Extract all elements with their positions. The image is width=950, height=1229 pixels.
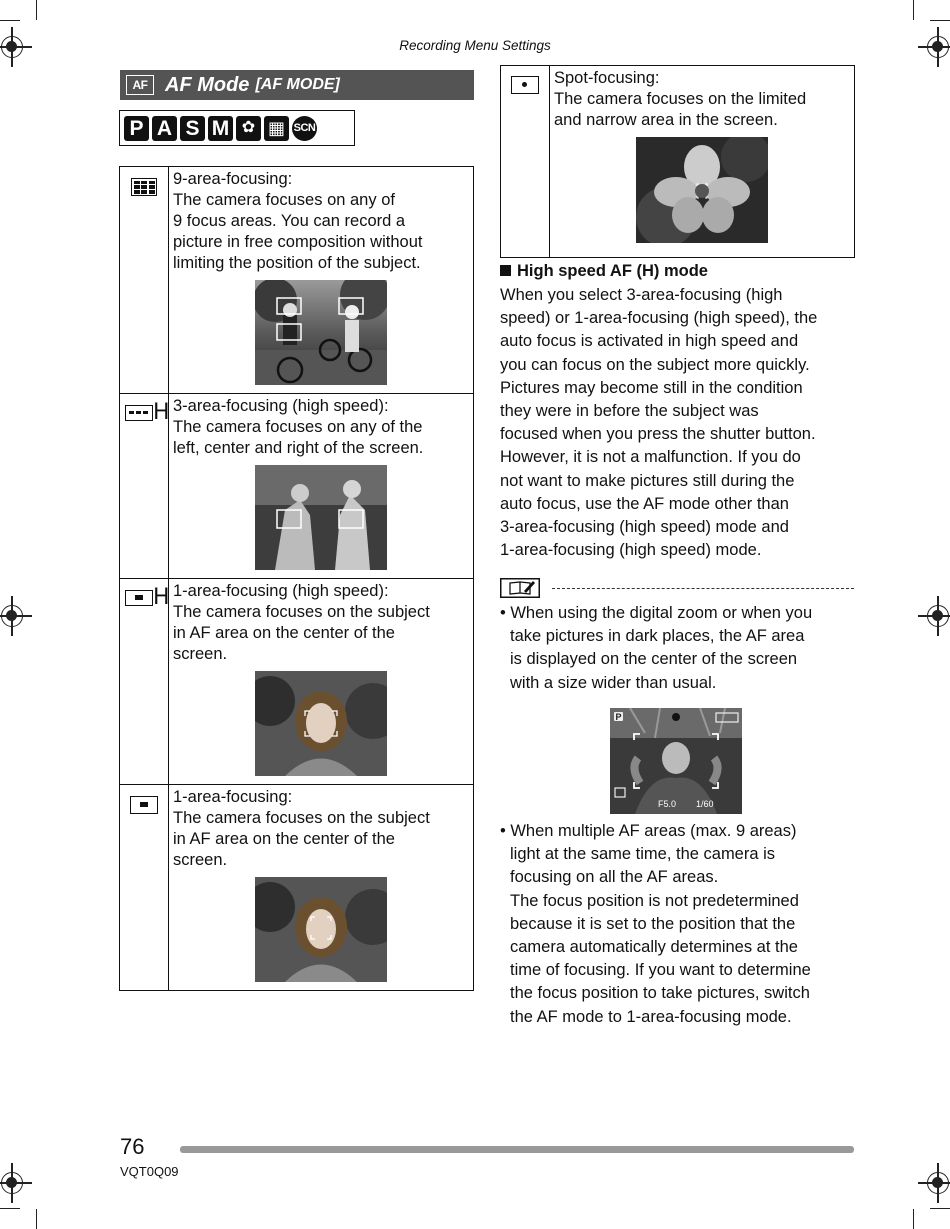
manual-exposure-mode-icon: M — [208, 116, 233, 141]
example-photo-statues — [255, 465, 387, 570]
registration-mark-icon — [927, 605, 949, 627]
footer-bar — [180, 1146, 854, 1153]
paragraph-line: auto focus, use the AF mode other than — [500, 494, 789, 513]
description-line: 9 focus areas. You can record a — [173, 212, 406, 230]
example-photo-portrait — [255, 877, 387, 982]
af-icon: AF — [126, 75, 154, 95]
lcd-shutter-speed: 1/60 — [696, 799, 714, 809]
paragraph-line: 1-area-focusing (high speed) mode. — [500, 541, 762, 560]
note-line: The focus position is not predetermined — [510, 891, 799, 910]
note-line: because it is set to the position that the — [510, 914, 796, 933]
description-line: screen. — [173, 645, 228, 663]
registration-mark-icon — [1, 605, 23, 627]
aperture-priority-mode-icon: A — [152, 116, 177, 141]
note-line: • When using the digital zoom or when you — [500, 604, 813, 622]
model-code: VQT0Q09 — [120, 1164, 179, 1179]
lcd-aperture: F5.0 — [658, 799, 677, 809]
paragraph-line: not want to make pictures still during the — [500, 471, 795, 490]
running-head: Recording Menu Settings — [399, 38, 551, 53]
icon-cell — [120, 167, 169, 394]
lcd-mode-label: P — [615, 712, 622, 722]
description-cell — [550, 66, 855, 258]
note-bullet — [500, 602, 812, 695]
section-heading-text: High speed AF (H) mode — [517, 262, 708, 280]
paragraph-line: 3-area-focusing (high speed) mode and — [500, 518, 789, 537]
note-line: light at the same time, the camera is — [510, 845, 776, 864]
table-row — [120, 167, 474, 394]
three-area-high-speed-icon — [125, 405, 153, 421]
af-mode-table — [119, 166, 474, 991]
motion-picture-mode-icon: ▦ — [264, 116, 289, 141]
note-line: the AF mode to 1-area-focusing mode. — [510, 1007, 792, 1026]
description-line: in AF area on the center of the — [173, 624, 395, 642]
paragraph-line: focused when you press the shutter button. — [500, 425, 816, 444]
description-line: Spot-focusing: — [554, 69, 660, 87]
spot-focus-table — [500, 65, 855, 258]
description-line: in AF area on the center of the — [173, 830, 395, 848]
high-speed-h-icon: H — [153, 585, 170, 610]
registration-mark-icon — [1, 1172, 23, 1194]
description-line: left, center and right of the screen. — [173, 439, 424, 457]
description-line: The camera focuses on the subject — [173, 809, 430, 827]
note-line: time of focusing. If you want to determine — [510, 961, 811, 980]
program-ae-mode-icon: P — [124, 116, 149, 141]
note-divider — [552, 588, 854, 589]
note-line: • When multiple AF areas (max. 9 areas) — [500, 822, 797, 840]
note-line: the focus position to take pictures, switch — [510, 984, 810, 1003]
icon-cell — [501, 66, 550, 258]
description-line: The camera focuses on any of — [173, 191, 395, 209]
description-line: 9-area-focusing: — [173, 170, 293, 188]
description-line: The camera focuses on the subject — [173, 603, 430, 621]
description-line: The camera focuses on any of the — [173, 418, 423, 436]
description-line: 1-area-focusing (high speed): — [173, 582, 389, 600]
description-line: 3-area-focusing (high speed): — [173, 397, 389, 415]
table-row — [120, 579, 474, 785]
paragraph-line: speed) or 1-area-focusing (high speed), the — [500, 309, 818, 328]
example-photo-portrait — [255, 671, 387, 776]
description-line: and narrow area in the screen. — [554, 111, 778, 129]
spot-focus-icon — [511, 76, 539, 94]
description-cell — [169, 167, 474, 394]
high-speed-paragraph — [500, 284, 817, 562]
registration-mark-icon — [927, 1172, 949, 1194]
icon-cell — [120, 394, 169, 579]
table-row — [120, 394, 474, 579]
description-line: picture in free composition without — [173, 233, 423, 251]
note-bullet — [500, 820, 811, 1029]
one-area-high-speed-icon — [125, 590, 153, 606]
description-line: screen. — [173, 851, 228, 869]
table-row — [120, 785, 474, 991]
paragraph-line: Pictures may become still in the condition — [500, 378, 803, 397]
note-line: focusing on all the AF areas. — [510, 868, 719, 887]
description-line: limiting the position of the subject. — [173, 254, 421, 272]
page-number: 76 — [120, 1134, 145, 1159]
section-title-bar — [120, 70, 474, 100]
lcd-screen-example — [610, 708, 742, 814]
one-area-focus-icon — [130, 796, 158, 814]
description-cell — [169, 785, 474, 991]
table-row — [501, 66, 855, 258]
paragraph-line: When you select 3-area-focusing (high — [500, 286, 783, 304]
description-line: 1-area-focusing: — [173, 788, 293, 806]
icon-cell — [120, 785, 169, 991]
description-cell — [169, 579, 474, 785]
nine-area-focus-icon — [131, 178, 157, 196]
section-subtitle: [AF MODE] — [255, 76, 340, 93]
square-bullet-icon — [500, 265, 511, 276]
macro-mode-icon: ✿ — [236, 116, 261, 141]
paragraph-line: you can focus on the subject more quickly. — [500, 355, 810, 374]
section-heading — [500, 262, 708, 281]
paragraph-line: However, it is not a malfunction. If you do — [500, 448, 801, 467]
example-photo-children-bicycles — [255, 280, 387, 385]
description-line: The camera focuses on the limited — [554, 90, 807, 108]
note-icon — [500, 578, 540, 598]
paragraph-line: they were in before the subject was — [500, 402, 759, 421]
description-cell — [169, 394, 474, 579]
section-title: AF Mode — [165, 73, 250, 96]
note-line: camera automatically determines at the — [510, 938, 798, 957]
scene-mode-icon: SCN — [292, 116, 317, 141]
shutter-priority-mode-icon: S — [180, 116, 205, 141]
high-speed-h-icon: H — [153, 400, 170, 425]
note-line: is displayed on the center of the screen — [510, 650, 798, 669]
note-line: with a size wider than usual. — [510, 673, 717, 692]
example-photo-flower — [636, 137, 768, 243]
note-line: take pictures in dark places, the AF area — [510, 627, 805, 646]
applicable-modes-strip — [119, 110, 355, 146]
icon-cell — [120, 579, 169, 785]
paragraph-line: auto focus is activated in high speed and — [500, 332, 799, 351]
